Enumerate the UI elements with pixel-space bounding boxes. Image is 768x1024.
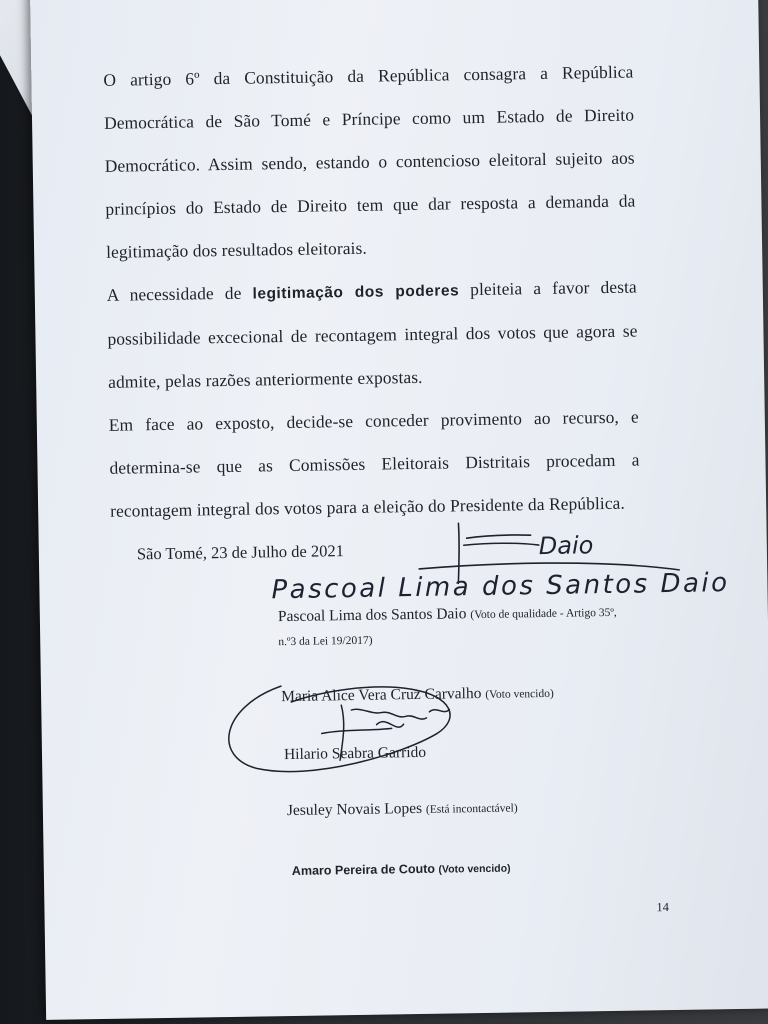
paragraph-decision: Em face ao exposto, decide-se conceder provimento ao recurso, e determina-se que as Comissões Eleitorais Distritais procedam a recontagem integral dos votos para a eleição do Presidente da República.	[108, 406, 640, 521]
date-line: São Tomé, 23 de Julho de 2021	[136, 541, 345, 564]
signatory-2	[281, 684, 554, 706]
paragraph-constitution: O artigo 6º da Constituição da República consagra a República Democrática de São Tomé e Príncipe como um Estado de Direito Democrático. Assim sendo, estando o contencioso eleitoral sujeito aos princípios do Estado de Direito tem que dar resposta a demanda da legitimação dos resultados eleitorais.	[103, 61, 636, 262]
signatory-1-note-cont: n.º3 da Lei 19/2017)	[278, 634, 373, 649]
body-text	[103, 51, 640, 533]
signatory-note: (Voto de qualidade - Artigo 35º,	[470, 606, 617, 622]
page-number: 14	[656, 900, 670, 915]
signatory-3	[284, 744, 426, 764]
signatory-note: (Voto vencido)	[485, 687, 554, 701]
signature-top-text: Daio	[538, 531, 594, 561]
signatory-name: Hilario Seabra Garrido	[283, 743, 427, 764]
paragraph-legitimation: A necessidade de legitimação dos poderes pleiteia a favor desta possibilidade excecional de recontagem integral dos votos que agora se admite, pelas razões anteriormente expostas.	[106, 276, 638, 392]
signatory-1	[278, 603, 617, 626]
document-page	[30, 0, 768, 1020]
signatory-name: Amaro Pereira de Couto	[291, 861, 436, 878]
signatory-name: Jesuley Novais Lopes	[286, 799, 423, 820]
signatory-note: (Voto vencido)	[438, 862, 511, 876]
signatory-name: Pascoal Lima dos Santos Daio	[277, 605, 467, 626]
bold-phrase: legitimação dos poderes	[252, 282, 460, 303]
signature-pascoal	[271, 568, 730, 605]
signatory-5	[292, 861, 511, 878]
signatory-note: (Está incontactável)	[425, 802, 518, 816]
signatory-4	[287, 798, 518, 820]
signatory-name: Maria Alice Vera Cruz Carvalho	[280, 684, 482, 706]
signature-daio-top	[418, 520, 679, 584]
signature-full-text: Pascoal Lima dos Santos Daio	[271, 568, 730, 606]
